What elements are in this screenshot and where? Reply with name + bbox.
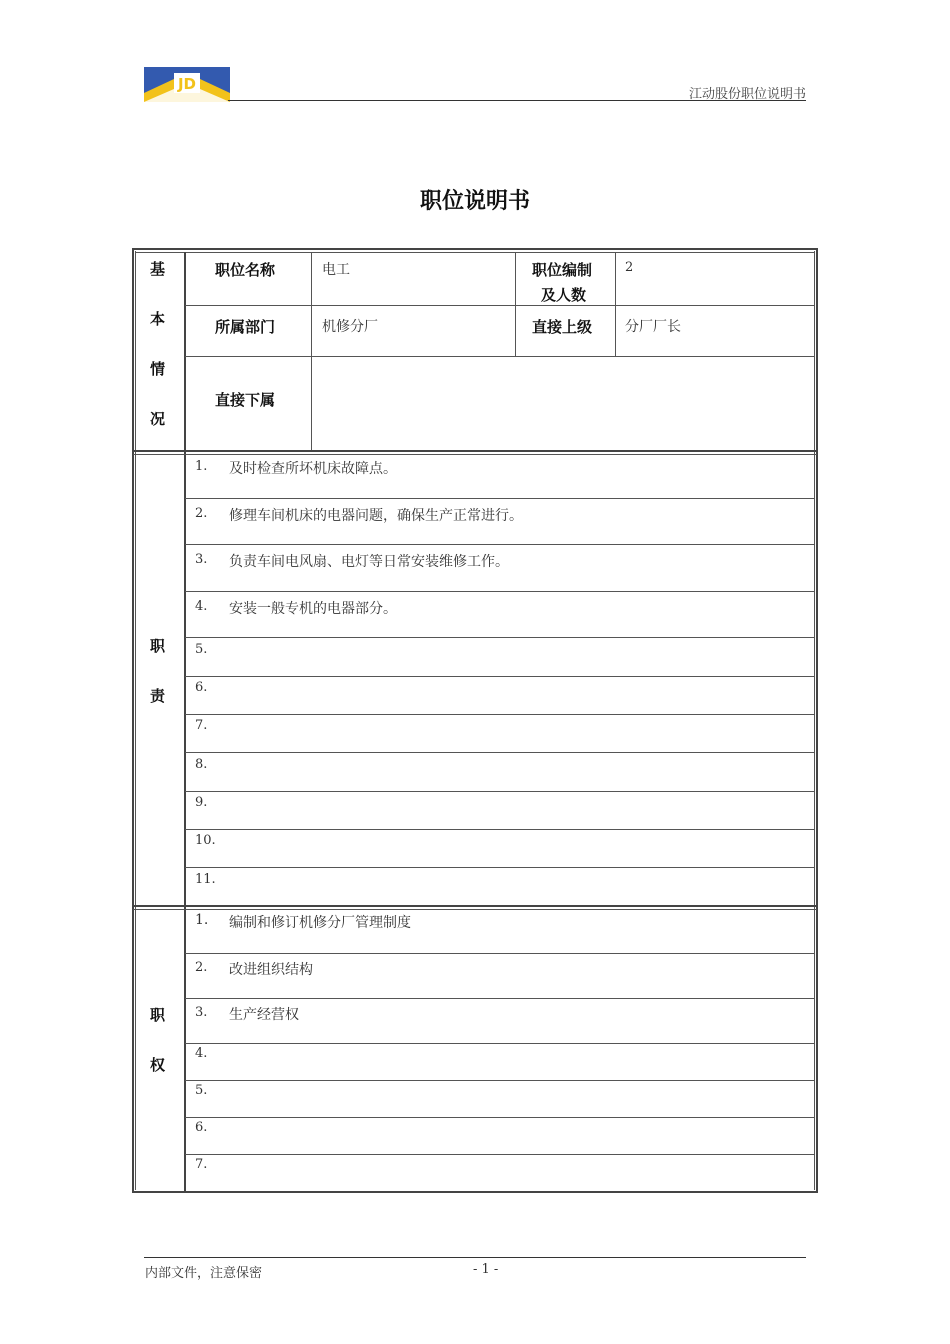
duty-text: 及时检查所坏机床故障点。: [229, 461, 397, 477]
company-logo: [144, 67, 230, 102]
subordinate-label: 直接下属: [215, 391, 276, 409]
authority-number: 3.: [195, 1005, 208, 1020]
duty-text: 安装一般专机的电器部分。: [229, 601, 397, 617]
frame-inner-right: [814, 251, 815, 1190]
label-column-divider: [184, 252, 186, 1192]
header-divider: [228, 100, 806, 101]
position-name-label: 职位名称: [215, 261, 276, 279]
duty-number: 8.: [195, 757, 208, 772]
basic-label-char-4: 况: [150, 410, 166, 428]
authority-label-char-1: 职: [150, 1006, 166, 1024]
logo-lettering: JD: [177, 75, 197, 93]
basic-label-char-1: 基: [150, 260, 166, 278]
duties-label-char-1: 职: [150, 637, 166, 655]
authority-number: 7.: [195, 1157, 208, 1172]
duty-number: 7.: [195, 718, 208, 733]
duty-number: 11.: [195, 872, 216, 887]
duty-number: 5.: [195, 642, 208, 657]
authority-number: 5.: [195, 1083, 208, 1098]
basic-label-char-2: 本: [150, 310, 166, 328]
duty-number: 2.: [195, 506, 208, 521]
headcount-value: 2: [625, 260, 634, 275]
page-number: - 1 -: [473, 1262, 499, 1277]
basic-label-char-3: 情: [150, 360, 166, 378]
duty-number: 1.: [195, 459, 208, 474]
duty-number: 3.: [195, 552, 208, 567]
position-name-value: 电工: [322, 262, 350, 278]
headcount-label-line1: 职位编制: [532, 261, 593, 279]
authority-number: 1.: [195, 912, 209, 928]
authority-number: 4.: [195, 1046, 208, 1061]
authority-number: 2.: [195, 960, 208, 975]
superior-label: 直接上级: [532, 318, 593, 336]
confidential-note: 内部文件，注意保密: [145, 1266, 263, 1281]
duty-number: 9.: [195, 795, 208, 810]
authority-text: 编制和修订机修分厂管理制度: [229, 915, 411, 931]
page-title: 职位说明书: [419, 189, 530, 214]
authority-text: 生产经营权: [229, 1007, 299, 1023]
duty-number: 6.: [195, 680, 208, 695]
duties-label-char-2: 责: [150, 687, 166, 705]
headcount-label-line2: 及人数: [541, 286, 587, 304]
superior-value: 分厂厂长: [625, 319, 681, 335]
frame-inner-top: [135, 252, 815, 253]
duty-text: 负责车间电风扇、电灯等日常安装维修工作。: [229, 554, 509, 570]
section-divider-basic: [133, 450, 817, 452]
duty-number: 4.: [195, 599, 208, 614]
department-label: 所属部门: [215, 318, 276, 336]
department-value: 机修分厂: [322, 319, 378, 335]
authority-label-char-2: 权: [150, 1056, 166, 1074]
frame-inner-left: [135, 251, 136, 1190]
footer-divider: [144, 1257, 806, 1258]
section-divider-duties: [133, 905, 817, 907]
authority-text: 改进组织结构: [229, 962, 313, 978]
authority-number: 6.: [195, 1120, 208, 1135]
header-document-title: 江动股份职位说明书: [688, 87, 806, 102]
duty-text: 修理车间机床的电器问题，确保生产正常进行。: [229, 508, 523, 524]
duty-number: 10.: [195, 833, 216, 848]
